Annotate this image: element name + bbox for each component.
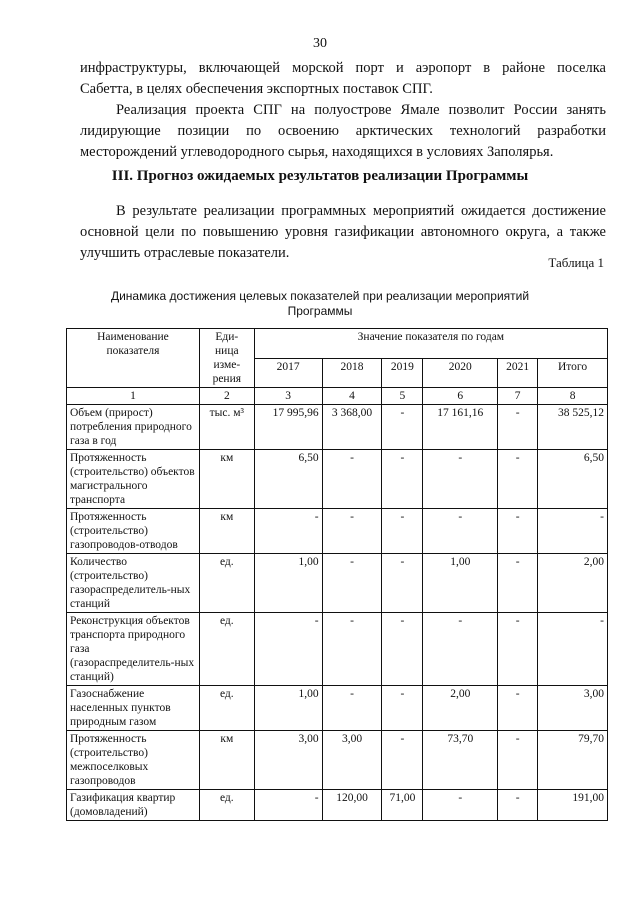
year-value: -: [382, 450, 423, 509]
year-value: -: [423, 450, 498, 509]
column-number-row: [67, 388, 608, 405]
indicator-name: Протяженность (строительство) межпоселковых газопроводов: [67, 731, 200, 790]
year-value: -: [382, 554, 423, 613]
year-value: -: [423, 509, 498, 554]
header-year: 2019: [382, 358, 423, 388]
paragraph-forecast: [80, 201, 606, 264]
year-value: -: [423, 790, 498, 821]
caption-line: Программы: [287, 304, 353, 318]
year-value: -: [382, 613, 423, 686]
year-value: -: [382, 731, 423, 790]
indicator-unit: тыс. м³: [199, 405, 254, 450]
column-number: 6: [423, 388, 498, 405]
year-value: -: [322, 613, 382, 686]
paragraph-line: инфраструктуры, включающей морской порт и аэропорт в районе поселка: [80, 60, 606, 76]
header-unit: Еди- ница изме- рения: [199, 329, 254, 388]
table-row: [67, 450, 608, 509]
header-total: Итого: [538, 358, 608, 388]
column-number: 4: [322, 388, 382, 405]
indicator-name: Протяженность (строительство) объектов магистрального транспорта: [67, 450, 200, 509]
indicator-name: Газификация квартир (домовладений): [67, 790, 200, 821]
year-value: -: [498, 405, 538, 450]
year-value: -: [498, 509, 538, 554]
table-row: [67, 613, 608, 686]
year-value: -: [382, 686, 423, 731]
indicators-table: [66, 328, 608, 821]
year-value: -: [322, 686, 382, 731]
year-value: -: [498, 450, 538, 509]
total-value: 79,70: [538, 731, 608, 790]
indicator-unit: ед.: [199, 790, 254, 821]
year-value: 17 161,16: [423, 405, 498, 450]
table-caption: [0, 289, 640, 319]
header-values-by-year: Значение показателя по годам: [254, 329, 607, 359]
indicator-unit: ед.: [199, 686, 254, 731]
page-number: 30: [313, 36, 327, 51]
column-number: 1: [67, 388, 200, 405]
year-value: -: [498, 686, 538, 731]
indicator-unit: км: [199, 509, 254, 554]
year-value: 2,00: [423, 686, 498, 731]
year-value: -: [498, 731, 538, 790]
indicator-name: Количество (строительство) газораспределитель-ных станций: [67, 554, 200, 613]
header-year: 2021: [498, 358, 538, 388]
year-value: -: [498, 613, 538, 686]
total-value: 3,00: [538, 686, 608, 731]
section-heading: III. Прогноз ожидаемых результатов реализации Программы: [111, 168, 529, 184]
year-value: 73,70: [423, 731, 498, 790]
indicator-name: Реконструкция объектов транспорта природного газа (газораспределитель-ных станций): [67, 613, 200, 686]
year-value: 3 368,00: [322, 405, 382, 450]
paragraph-spg: [80, 100, 606, 163]
year-value: -: [254, 613, 322, 686]
total-value: 2,00: [538, 554, 608, 613]
column-number: 3: [254, 388, 322, 405]
table-row: [67, 686, 608, 731]
year-value: 17 995,96: [254, 405, 322, 450]
paragraph-line: месторождений углеводородного сырья, находящихся в условиях Заполярья.: [80, 144, 554, 160]
year-value: -: [322, 554, 382, 613]
column-number: 5: [382, 388, 423, 405]
year-value: -: [498, 790, 538, 821]
year-value: 6,50: [254, 450, 322, 509]
column-number: 2: [199, 388, 254, 405]
paragraph-line: Сабетта, в целях обеспечения экспортных поставок СПГ.: [80, 81, 433, 97]
year-value: -: [254, 790, 322, 821]
indicator-unit: ед.: [199, 613, 254, 686]
table-label: Таблица 1: [548, 255, 604, 270]
column-number: 8: [538, 388, 608, 405]
year-value: 3,00: [322, 731, 382, 790]
total-value: -: [538, 509, 608, 554]
year-value: -: [382, 405, 423, 450]
year-value: -: [322, 509, 382, 554]
indicator-name: Газоснабжение населенных пунктов природным газом: [67, 686, 200, 731]
indicator-unit: км: [199, 731, 254, 790]
total-value: 191,00: [538, 790, 608, 821]
header-year: 2018: [322, 358, 382, 388]
table-row: [67, 509, 608, 554]
year-value: 1,00: [254, 686, 322, 731]
header-year: 2017: [254, 358, 322, 388]
year-value: 1,00: [254, 554, 322, 613]
caption-line: Динамика достижения целевых показателей при реализации мероприятий: [110, 289, 530, 303]
year-value: -: [254, 509, 322, 554]
paragraph-intro: [80, 58, 606, 100]
table-row: [67, 790, 608, 821]
column-number: 7: [498, 388, 538, 405]
paragraph-line: лидирующие позиции по освоению арктических технологий разработки: [80, 123, 606, 139]
paragraph-line: Реализация проекта СПГ на полуострове Ямале позволит России занять: [116, 102, 606, 118]
indicator-unit: км: [199, 450, 254, 509]
paragraph-line: улучшить отраслевые показатели.: [80, 245, 290, 261]
total-value: -: [538, 613, 608, 686]
total-value: 6,50: [538, 450, 608, 509]
year-value: 120,00: [322, 790, 382, 821]
year-value: 1,00: [423, 554, 498, 613]
table-row: [67, 731, 608, 790]
year-value: -: [498, 554, 538, 613]
year-value: -: [382, 509, 423, 554]
year-value: -: [423, 613, 498, 686]
indicator-name: Объем (прирост) потребления природного газа в год: [67, 405, 200, 450]
year-value: 3,00: [254, 731, 322, 790]
year-value: -: [322, 450, 382, 509]
header-year: 2020: [423, 358, 498, 388]
paragraph-line: В результате реализации программных мероприятий ожидается достижение: [116, 203, 606, 219]
total-value: 38 525,12: [538, 405, 608, 450]
year-value: 71,00: [382, 790, 423, 821]
table-row: [67, 405, 608, 450]
indicator-unit: ед.: [199, 554, 254, 613]
table-row: [67, 554, 608, 613]
paragraph-line: основной цели по повышению уровня газификации автономного округа, а также: [80, 224, 606, 240]
header-indicator-name: Наименование показателя: [67, 329, 200, 388]
indicator-name: Протяженность (строительство) газопроводов-отводов: [67, 509, 200, 554]
